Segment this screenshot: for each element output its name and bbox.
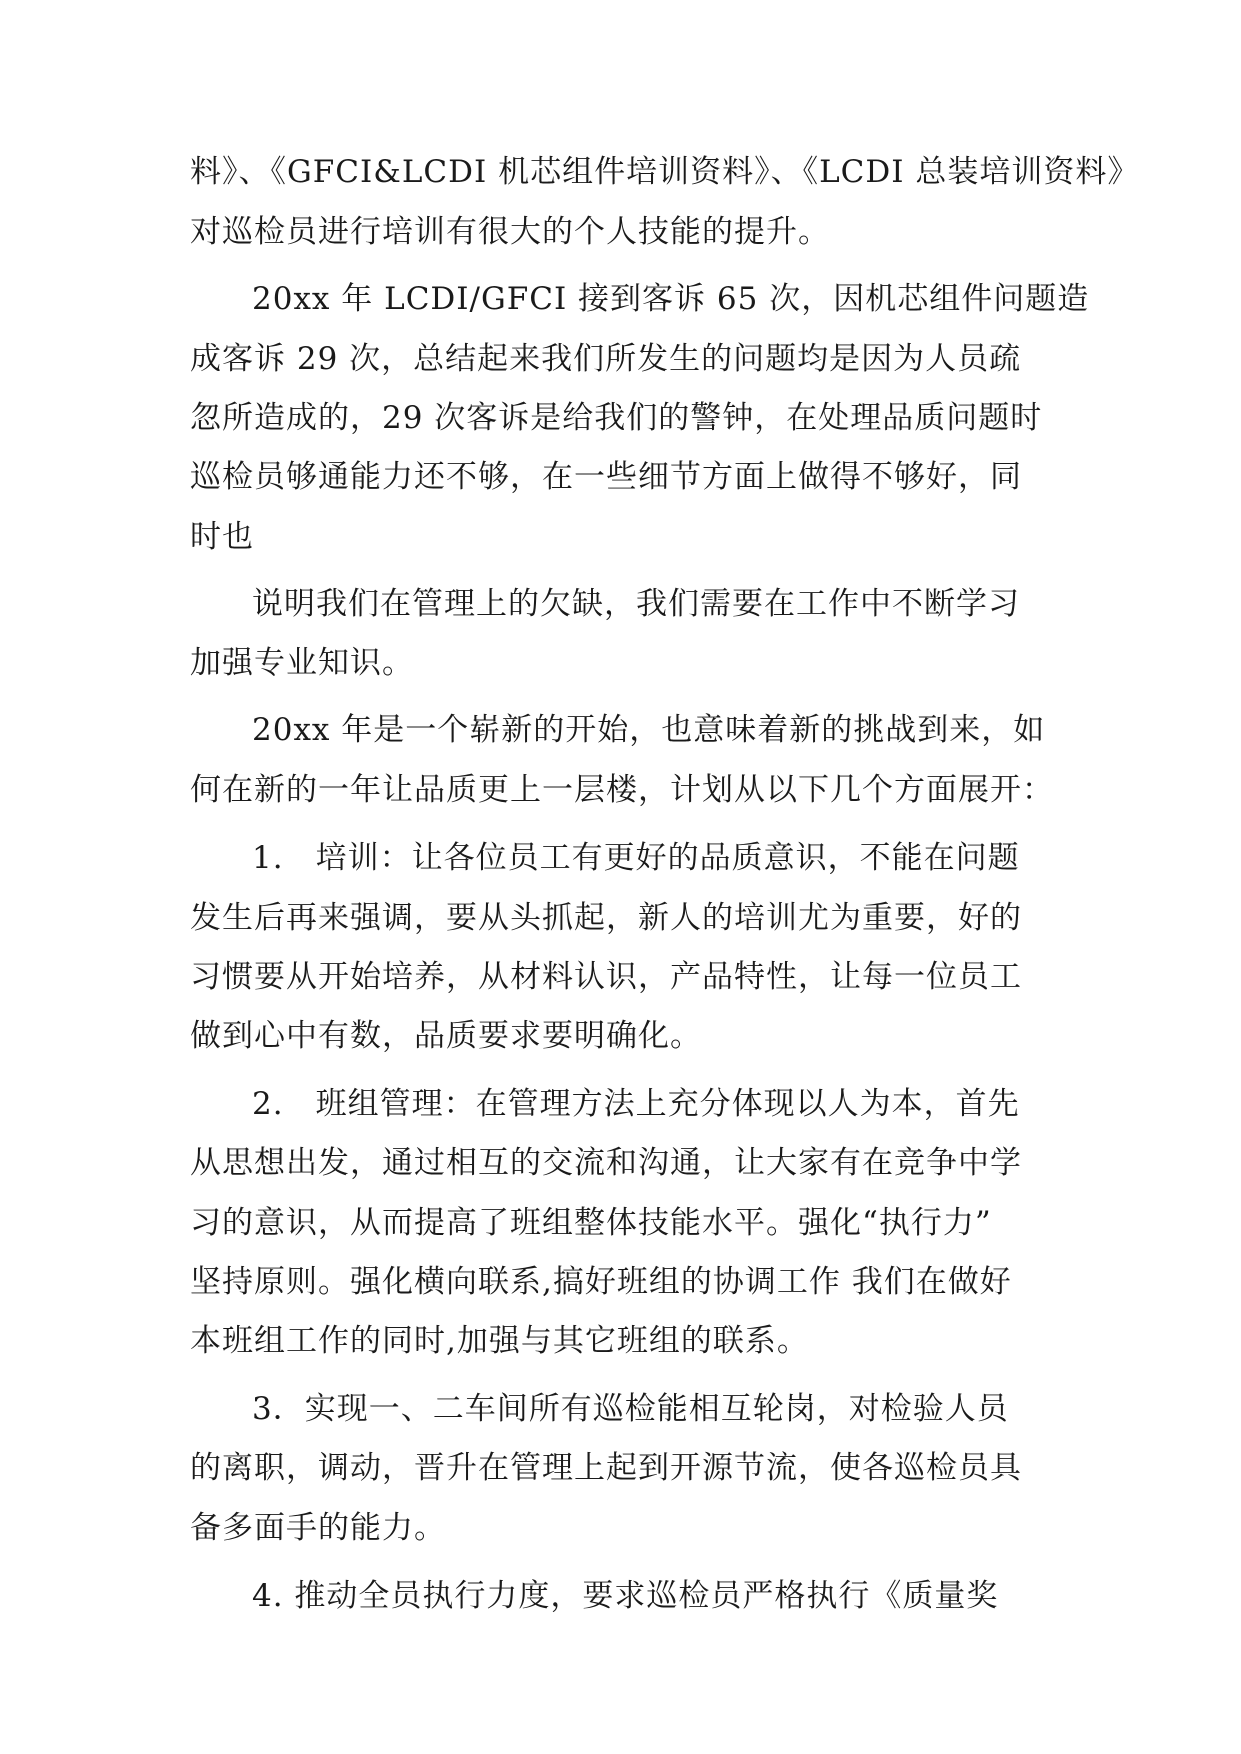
text-line: 从思想出发，通过相互的交流和沟通，让大家有在竞争中学 [190, 1145, 1022, 1181]
text-line: 备多面手的能力。 [190, 1510, 446, 1546]
text-line: 本班组工作的同时,加强与其它班组的联系。 [190, 1323, 809, 1359]
text-line: 何在新的一年让品质更上一层楼，计划从以下几个方面展开： [190, 772, 1054, 808]
text-line: 时也 [190, 519, 254, 555]
text-line: 忽所造成的，29 次客诉是给我们的警钟，在处理品质问题时 [190, 400, 1043, 436]
text-line: 习的意识，从而提高了班组整体技能水平。强化“执行力” [190, 1205, 992, 1241]
text-line: 的离职，调动，晋升在管理上起到开源节流，使各巡检员具 [190, 1450, 1022, 1486]
text-line: 料》、《GFCI&LCDI 机芯组件培训资料》、《LCDI 总装培训资料》 [190, 154, 1140, 190]
list-item-4-line: 4. 推动全员执行力度，要求巡检员严格执行《质量奖 [252, 1578, 999, 1614]
text-line: 做到心中有数，品质要求要明确化。 [190, 1018, 702, 1054]
text-line: 20xx 年 LCDI/GFCI 接到客诉 65 次，因机芯组件问题造 [252, 281, 1090, 317]
text-line: 发生后再来强调，要从头抓起，新人的培训尤为重要，好的 [190, 900, 1022, 936]
text-line: 20xx 年是一个崭新的开始，也意味着新的挑战到来，如 [252, 712, 1046, 748]
text-line: 加强专业知识。 [190, 645, 414, 681]
text-line: 对巡检员进行培训有很大的个人技能的提升。 [190, 214, 830, 250]
text-line: 坚持原则。强化横向联系,搞好班组的协调工作 我们在做好 [190, 1264, 1012, 1300]
text-line: 习惯要从开始培养，从材料认识，产品特性，让每一位员工 [190, 959, 1022, 995]
text-line: 巡检员够通能力还不够，在一些细节方面上做得不够好，同 [190, 459, 1022, 495]
text-line: 成客诉 29 次，总结起来我们所发生的问题均是因为人员疏 [190, 341, 1022, 377]
list-item-1-line: 1. 培训：让各位员工有更好的品质意识，不能在问题 [252, 840, 1020, 876]
list-item-2-line: 2. 班组管理：在管理方法上充分体现以人为本，首先 [252, 1086, 1020, 1122]
text-line: 说明我们在管理上的欠缺，我们需要在工作中不断学习 [252, 586, 1020, 622]
list-item-3-line: 3．实现一、二车间所有巡检能相互轮岗，对检验人员 [252, 1391, 1009, 1427]
